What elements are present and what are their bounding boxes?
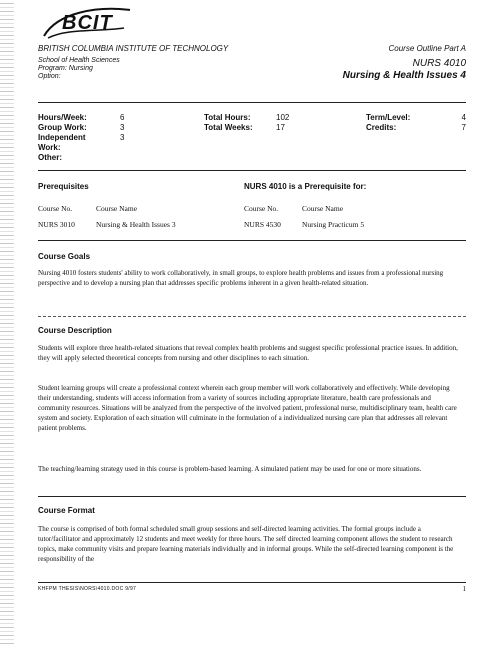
course-outline-page [38, 0, 466, 645]
institute-name: BRITISH COLUMBIA INSTITUTE OF TECHNOLOGY [38, 44, 229, 53]
group-work-label: Group Work: [38, 123, 87, 132]
prereq-for-heading: NURS 4010 is a Prerequisite for: [244, 182, 367, 191]
program-name: Program: Nursing [38, 65, 93, 72]
prereq-for-course-name: Nursing Practicum 5 [302, 220, 365, 229]
school-program-block [38, 57, 120, 81]
credits-value: 7 [461, 123, 466, 132]
course-format-text: The course is comprised of both formal scheduled small group sessions and self-directed learning activities. The formal groups include a tutor/facilitator and approximately 12 students and meet weekly for three hours. The self directed learning component allows the student to research topics, make community visits and prepare learning materials individually and in informal groups. While the self-directed learning component is the responsibility of the [38, 525, 454, 563]
course-goals-text: Nursing 4010 fosters students' ability to work collaboratively, in small groups, to explore health problems and issues from a professional nursing perspective and to develop a nursing plan that addresses specific problems inherent in a given health-related situation. [38, 269, 444, 287]
credits-label: Credits: [366, 123, 397, 132]
term-level-value: 4 [461, 113, 466, 122]
school-name: School of Health Sciences [38, 57, 120, 64]
description-paragraph-2: Student learning groups will create a professional context wherein each group member will work collaboratively and effectively. While developing their understanding, students will access information from a variety of sources including appropriate literature, health care professionals and community resources. Situations will be analyzed from the perspective of the involved patient, professional nurse, multidisciplinary team, health care system and society. Exploration of each situation will culminate in the formulation of a individualized nursing care plan that addresses all relevant patient problems. [38, 384, 457, 432]
totals-block [204, 113, 289, 133]
course-format-heading: Course Format [38, 506, 95, 515]
course-description-heading: Course Description [38, 326, 112, 335]
other-label: Other: [38, 153, 62, 162]
independent-label: Independent [38, 133, 86, 142]
course-code: NURS 4010 [412, 58, 466, 69]
group-work-value: 3 [120, 123, 125, 132]
logo-text: BCIT [62, 12, 113, 34]
goals-rule [38, 316, 466, 317]
prerequisites-heading: Prerequisites [38, 182, 89, 191]
prereq-rule [38, 240, 466, 241]
independent-value: 3 [120, 133, 125, 142]
footer-file-reference: KHFPM THESIS\NORS\4010.DOC 9/97 [38, 586, 137, 592]
total-hours-value: 102 [276, 113, 290, 122]
prereq-for-col-course-name: Course Name [302, 204, 344, 213]
scan-edge-noise [0, 0, 14, 645]
description-paragraph-1: Students will explore three health-related situations that reveal complex health problems and suggest specific professional practice issues. In addition, they will apply selected theoretical concepts from nursing and other disciplines to each situation. [38, 344, 458, 362]
prereq-col-course-no: Course No. [38, 204, 73, 213]
hours-block [38, 113, 124, 163]
hours-week-value: 6 [120, 113, 125, 122]
prereq-for-col-course-no: Course No. [244, 204, 279, 213]
term-block [366, 113, 466, 133]
page-number: 1 [462, 585, 466, 593]
description-paragraph-3: The teaching/learning strategy used in this course is problem-based learning. A simulated patient may be used for one or more situations. [38, 465, 422, 473]
footer-rule [38, 582, 466, 583]
option-label: Option: [38, 73, 61, 80]
total-hours-label: Total Hours: [204, 113, 251, 122]
hours-week-label: Hours/Week: [38, 113, 87, 122]
outline-part: Course Outline Part A [388, 44, 466, 53]
prereq-course-no: NURS 3010 [38, 220, 75, 229]
total-weeks-value: 17 [276, 123, 285, 132]
prereq-for-course-no: NURS 4530 [244, 220, 281, 229]
work-label: Work: [38, 143, 61, 152]
bcit-logo [38, 6, 134, 40]
course-title: Nursing & Health Issues 4 [342, 70, 466, 81]
prereq-col-course-name: Course Name [96, 204, 138, 213]
total-weeks-label: Total Weeks: [204, 123, 253, 132]
course-goals-heading: Course Goals [38, 252, 91, 261]
prereq-course-name: Nursing & Health Issues 3 [96, 220, 176, 229]
info-rule [38, 170, 466, 171]
description-rule [38, 496, 466, 497]
header-rule [38, 102, 466, 103]
term-level-label: Term/Level: [366, 113, 411, 122]
